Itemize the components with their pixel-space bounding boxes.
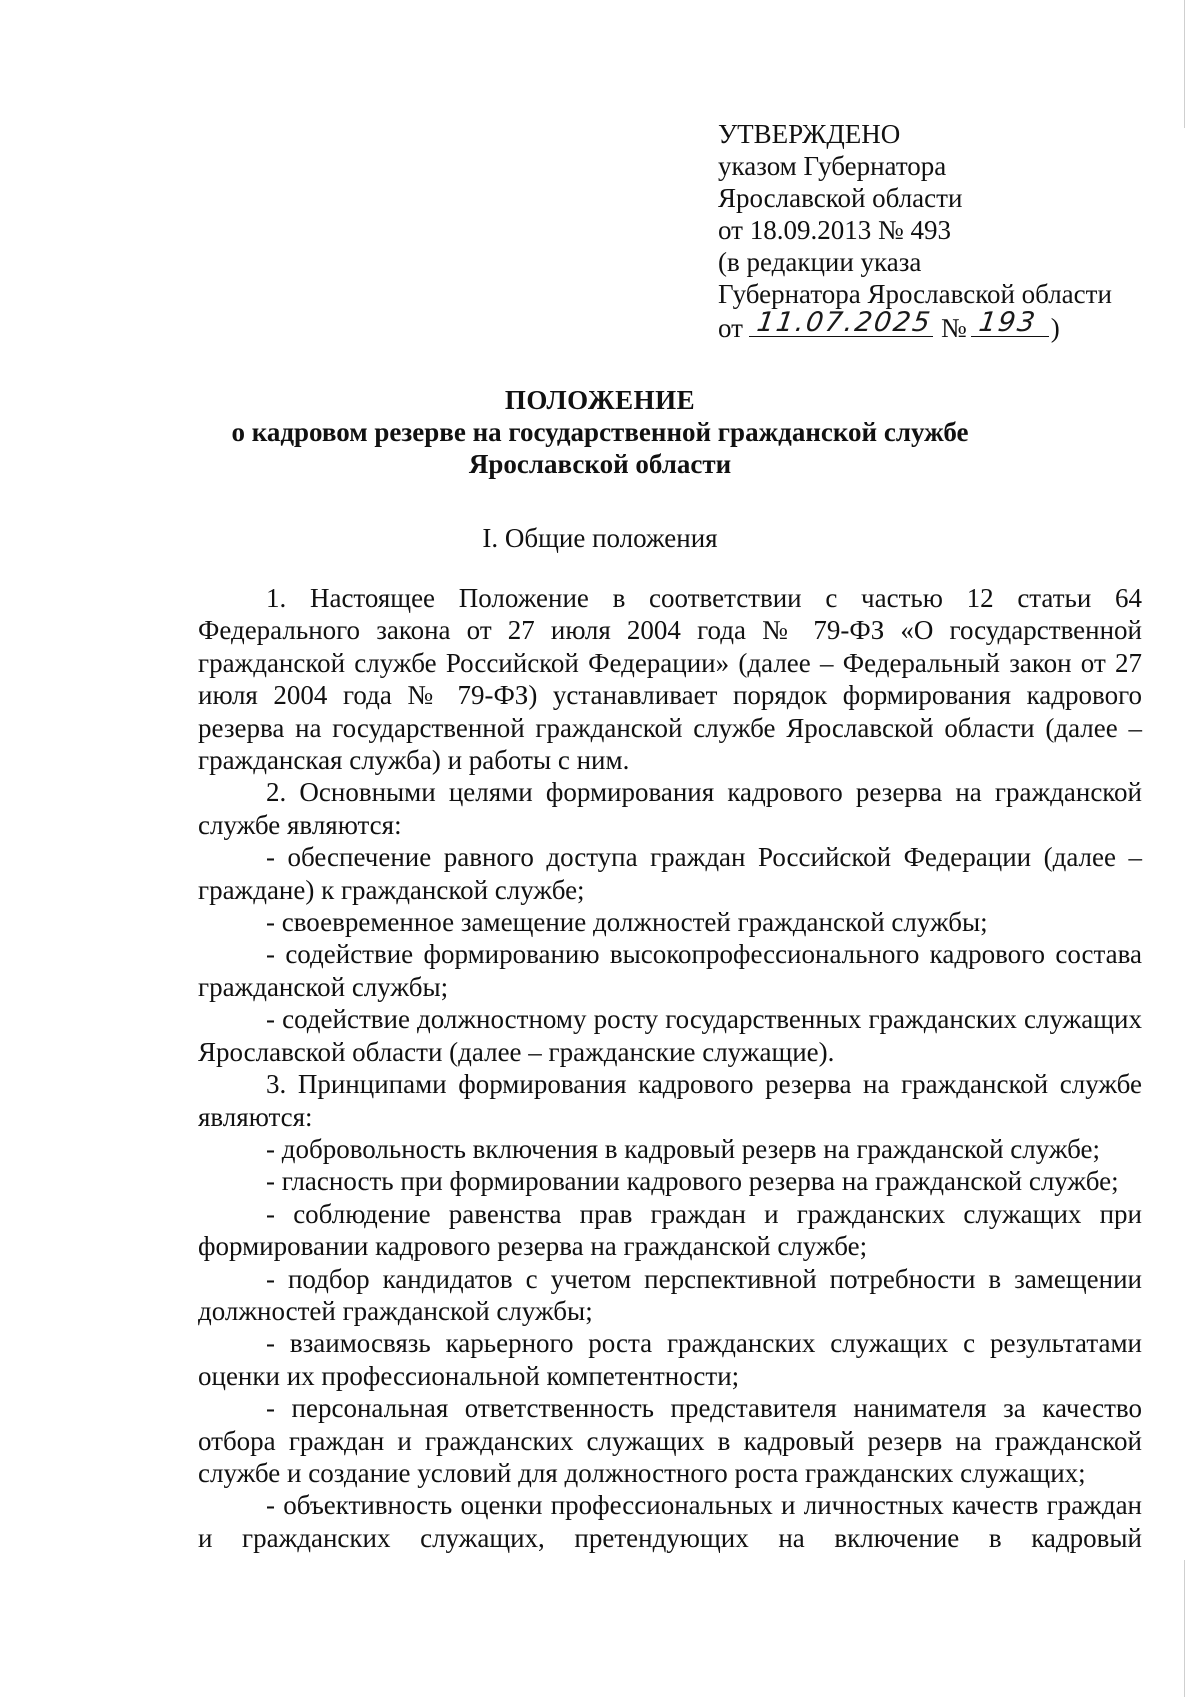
list-item: - персональная ответственность представителя нанимателя за качество отбора граждан и гражданских служащих в кадровый резерв на гражданской службе и создание условий для должностного роста гражданских служащих; (198, 1393, 1142, 1488)
approval-line: указом Губернатора (718, 151, 947, 181)
scan-hairline (1184, 1560, 1185, 1697)
amendment-date-line (718, 307, 1158, 344)
approval-line: от 18.09.2013 № 493 (718, 215, 951, 245)
title-line-1: ПОЛОЖЕНИЕ (504, 385, 696, 415)
title-line-2: о кадровом резерве на государственной гражданской службе (231, 417, 969, 447)
approval-stamp (718, 118, 1158, 344)
closing-paren: ) (1050, 313, 1060, 343)
handwritten-date-field (749, 307, 934, 338)
list-item: - содействие формированию высокопрофессионального кадрового состава гражданской службы; (198, 939, 1142, 1002)
date-prefix: от (718, 313, 743, 343)
paragraph: 3. Принципами формирования кадрового резерва на гражданской службе являются: (198, 1069, 1142, 1132)
approval-line: УТВЕРЖДЕНО (718, 119, 901, 149)
list-item: - подбор кандидатов с учетом перспективной потребности в замещении должностей гражданской службы; (198, 1263, 1142, 1326)
handwritten-date: 11.07.2025 (754, 307, 934, 338)
paragraph: 1. Настоящее Положение в соответствии с частью 12 статьи 64 Федерального закона от 27 июля 2004 года № 79-ФЗ «О государственной гражданской службе Российской Федерации» (далее – Федеральный закон от 27 июля 2004 года № 79-ФЗ) устанавливает порядок формирования кадрового резерва на государственной гражданской службе Ярославской области (далее – гражданская служба) и работы с ним. (198, 583, 1142, 776)
list-item: - гласность при формировании кадрового резерва на гражданской службе; (266, 1166, 1119, 1197)
handwritten-number-field (971, 307, 1049, 338)
document-body (198, 582, 1142, 1554)
approval-line: Губернатора Ярославской области (718, 279, 1112, 309)
section-heading: I. Общие положения (482, 523, 718, 553)
paragraph: 2. Основными целями формирования кадрового резерва на гражданской службе являются: (198, 777, 1142, 840)
list-item: - взаимосвязь карьерного роста гражданских служащих с результатами оценки их профессиональной компетентности; (198, 1328, 1142, 1391)
title-line-3: Ярославской области (468, 449, 732, 479)
list-item: - обеспечение равного доступа граждан Российской Федерации (далее – граждане) к гражданской службе; (198, 842, 1142, 905)
handwritten-number: 193 (976, 307, 1039, 338)
list-item: - добровольность включения в кадровый резерв на гражданской службе; (266, 1133, 1101, 1164)
document-title (0, 384, 1200, 480)
approval-line: (в редакции указа (718, 247, 922, 277)
list-item: - содействие должностному росту государственных гражданских служащих Ярославской области (далее – гражданские служащие). (198, 1004, 1142, 1067)
list-item: - своевременное замещение должностей гражданской службы; (266, 907, 988, 938)
approval-line: Ярославской области (718, 183, 963, 213)
number-sign: № (940, 313, 967, 343)
list-item: - объективность оценки профессиональных и личностных качеств граждан и гражданских служащих, претендующих на включение в кадровый (198, 1490, 1142, 1553)
scan-hairline (1184, 0, 1185, 128)
list-item: - соблюдение равенства прав граждан и гражданских служащих при формировании кадрового резерва на гражданской службе; (198, 1198, 1142, 1262)
